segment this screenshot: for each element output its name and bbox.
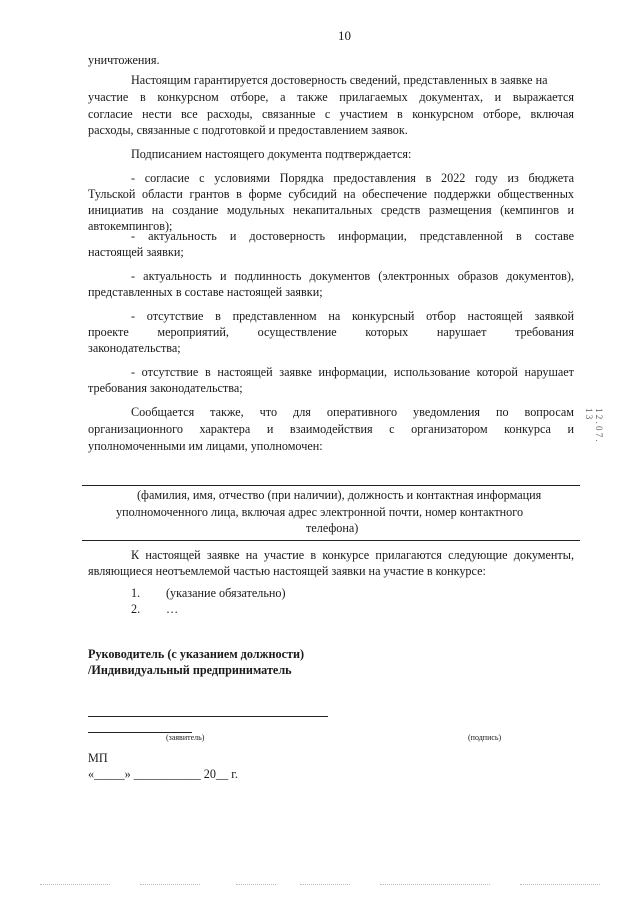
item2-line-2: настоящей заявки; [88,245,184,259]
date-line: «_____» ___________ 20__ г. [88,767,238,781]
attach-intro-line-1: К настоящей заявке на участие в конкурсе прилагаются следующие документы, [131,548,574,562]
guarantee-line-4: расходы, связанные с подготовкой и предоставлением заявок. [88,123,408,137]
margin-stamp-mark: 1 2 . 0 7 . 1 3 [584,408,604,442]
item5-line-2: требования законодательства; [88,381,243,395]
page-number: 10 [338,28,351,43]
signer-title-line-2: /Индивидуальный предприниматель [88,663,292,677]
guarantee-line-1: Настоящим гарантируется достоверность сведений, представленных в заявке на [131,73,548,87]
applicant-signature-line [88,716,328,717]
scan-artifact [140,884,200,885]
scan-artifact [520,884,600,885]
attach-item-number: 1. [131,586,141,600]
signer-title-line-1: Руководитель (с указанием должности) [88,647,305,661]
scan-artifact [380,884,490,885]
item4-line-3: законодательства; [88,341,181,355]
notify-line-3: уполномоченными им лицами, уполномочен: [88,439,323,453]
scan-artifact [40,884,110,885]
notify-line-2: организационного характера и взаимодействия с организатором конкурса и [88,422,574,436]
applicant-caption: (заявитель) [166,733,205,742]
attach-item-text: (указание обязательно) [166,586,286,600]
signature-caption: (подпись) [468,733,502,742]
attach-item-number: 2. [131,602,141,616]
guarantee-line-3: согласие нести все расходы, связанные с участием в конкурсном отборе, включая [88,107,574,121]
item2-line-1: - актуальность и достоверность информации, представленной в составе [131,229,574,243]
contact-caption-line-1: (фамилия, имя, отчество (при наличии), должность и контактная информация [137,488,542,502]
contact-caption-line-3: телефона) [306,521,359,535]
attach-item-text: … [166,602,179,616]
item4-line-2: проекте мероприятий, осуществление которых нарушает требования [88,325,574,339]
contact-caption-line-2: уполномоченного лица, включая адрес электронной почти, номер контактного [116,505,524,519]
item5-line-1: - отсутствие в настоящей заявке информации, использование которой нарушает [131,365,574,379]
item1-line-3: инициатив на создание модульных некапитальных средств размещения (кемпингов и [88,203,574,217]
guarantee-line-2: участие в конкурсном отборе, а также прилагаемых документах, и выражается [88,90,574,104]
item4-line-1: - отсутствие в представленном на конкурсный отбор настоящей заявкой [131,309,574,323]
item1-line-1: - согласие с условиями Порядка предоставления в 2022 году из бюджета [131,171,574,185]
intro-line: уничтожения. [88,53,160,67]
item3-line-1: - актуальность и подлинность документов (электронных образов документов), [131,269,574,283]
attach-intro-line-2: являющиеся неотъемлемой частью настоящей заявки на участие в конкурсе: [88,564,486,578]
stamp-label: МП [88,751,108,765]
contact-blank-line [82,485,580,486]
item1-line-2: Тульской области грантов в форме субсидий на обеспечение поддержки общественных [88,187,574,201]
notify-line-1: Сообщается также, что для оперативного уведомления по вопросам [131,405,574,419]
scan-artifact [236,884,276,885]
item3-line-2: представленных в составе настоящей заявки; [88,285,323,299]
confirm-intro: Подписанием настоящего документа подтверждается: [131,147,412,161]
item1-line-4: автокемпингов); [88,219,173,233]
scan-artifact [300,884,350,885]
contact-bottom-line [82,540,580,541]
